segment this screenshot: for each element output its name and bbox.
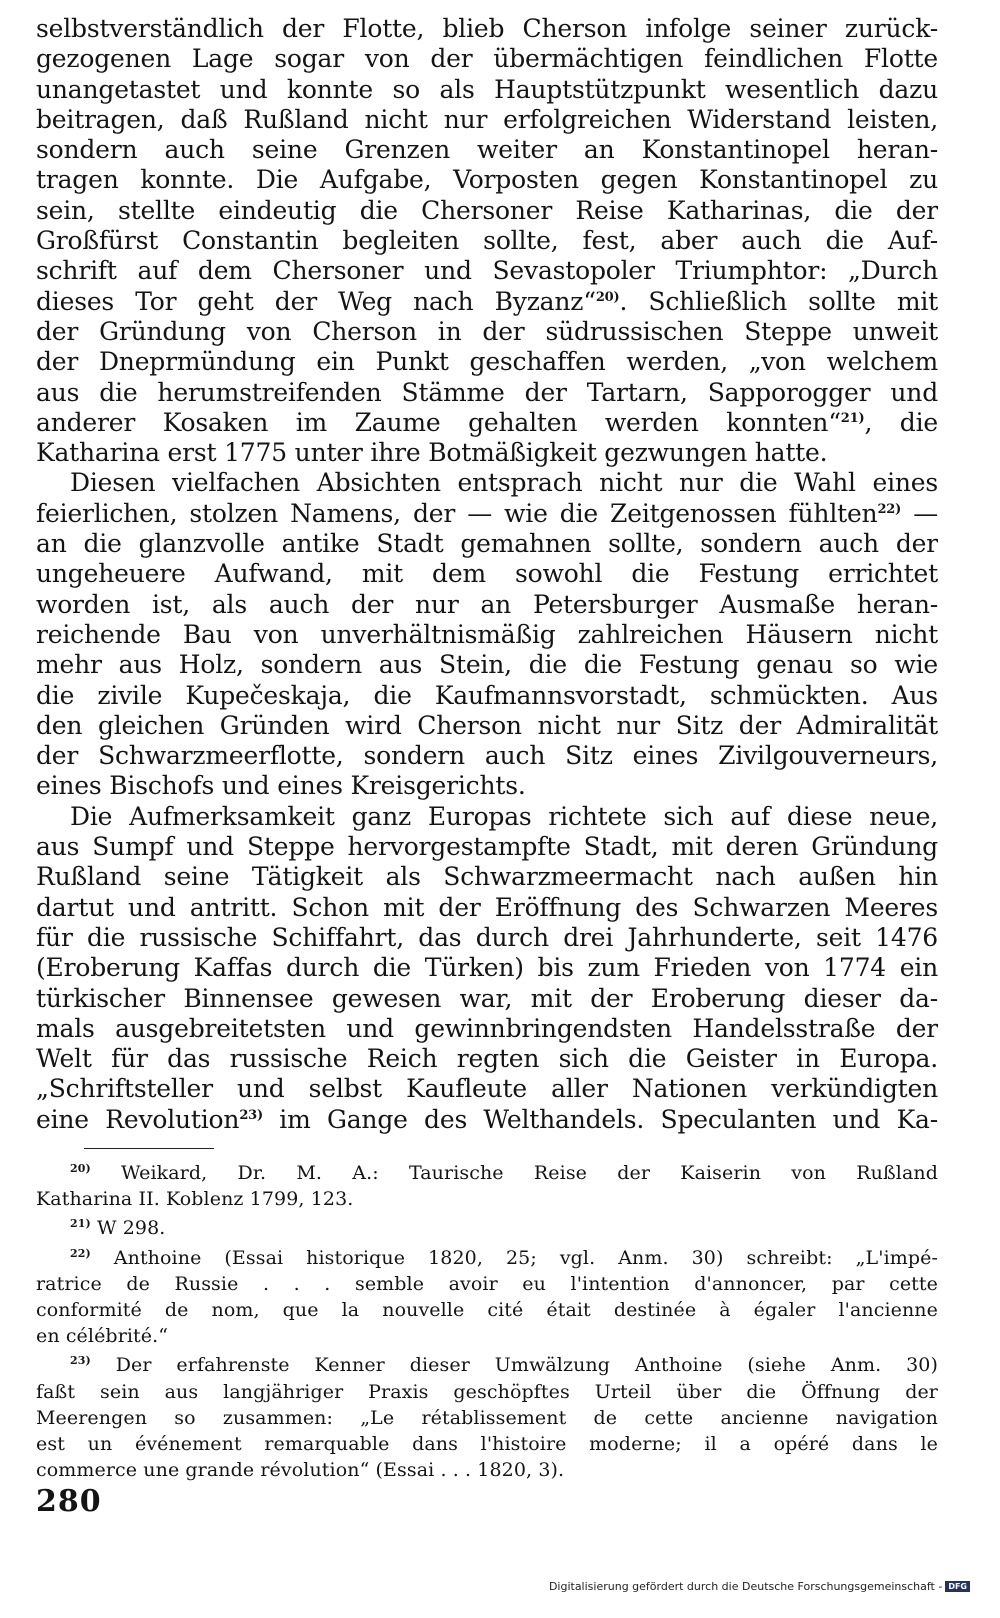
- text-line: [36, 14, 938, 44]
- page-number: 280: [36, 1484, 102, 1519]
- line-text: „Schriftsteller und selbst Kaufleute aller Nationen verkündigten: [36, 1074, 938, 1104]
- text-line: [36, 590, 938, 620]
- footnote-marker: 23): [70, 1354, 91, 1368]
- line-text: ratrice de Russie . . . semble avoir eu l'intention d'annoncer, par cette: [36, 1272, 938, 1295]
- footer-text: Digitalisierung gefördert durch die Deutsche Forschungsgemeinschaft -: [548, 1580, 943, 1593]
- text-line: [36, 711, 938, 741]
- text-line: [36, 832, 938, 862]
- footnote-line: [36, 1405, 938, 1431]
- line-text: türkischer Binnensee gewesen war, mit der Eroberung dieser da-: [36, 983, 938, 1013]
- text-line: [36, 893, 938, 923]
- footnotes: [36, 1160, 938, 1483]
- text-line: [36, 681, 938, 711]
- footnote-marker: 22): [70, 1246, 91, 1260]
- line-text: commerce une grande révolution“ (Essai . . . 1820, 3).: [36, 1459, 565, 1482]
- text-line: [36, 620, 938, 650]
- text-line: [36, 105, 938, 135]
- text-line: [36, 408, 938, 438]
- line-text: sondern auch seine Grenzen weiter an Konstantinopel heran-: [36, 135, 938, 165]
- digitization-footer: [549, 1580, 970, 1593]
- footnote-line: [36, 1457, 938, 1483]
- footnote-line: [36, 1379, 938, 1405]
- line-text: unangetastet und konnte so als Hauptstützpunkt wesentlich dazu: [36, 74, 938, 104]
- footnote-separator: [84, 1148, 214, 1149]
- footnote-line: [36, 1215, 938, 1241]
- line-text: eine Revolution: [36, 1104, 240, 1134]
- text-line: [36, 1105, 938, 1135]
- line-text: dartut und antritt. Schon mit der Eröffnung des Schwarzen Meeres: [36, 892, 938, 922]
- line-text: faßt sein aus langjähriger Praxis geschöpftes Urteil über die Öffnung der: [36, 1380, 938, 1403]
- dfg-logo: DFG: [945, 1581, 970, 1592]
- footnote-line: [36, 1352, 938, 1378]
- text-line: [36, 165, 938, 195]
- line-text: (Eroberung Kaffas durch die Türken) bis zum Frieden von 1774 ein: [36, 953, 938, 983]
- line-text: Diesen vielfachen Absichten entsprach nicht nur die Wahl eines: [70, 468, 938, 498]
- text-line: [36, 196, 938, 226]
- line-text: der Schwarzmeerflotte, sondern auch Sitz eines Zivilgouverneurs,: [36, 741, 938, 771]
- line-text: . Schließlich sollte mit: [619, 286, 938, 316]
- line-text: W 298.: [90, 1217, 166, 1240]
- line-text: worden ist, als auch der nur an Petersburger Ausmaße heran-: [36, 589, 938, 619]
- line-text: der Gründung von Cherson in der südrussischen Steppe unweit: [36, 316, 938, 346]
- line-text: Die Aufmerksamkeit ganz Europas richtete sich auf diese neue,: [70, 801, 938, 831]
- line-text: reichende Bau von unverhältnismäßig zahlreichen Häusern nicht: [36, 619, 938, 649]
- line-text: die zivile Kupečeskaja, die Kaufmannsvorstadt, schmückten. Aus: [36, 680, 938, 710]
- line-text: ungeheuere Aufwand, mit dem sowohl die Festung errichtet: [36, 559, 938, 589]
- footnote-line: [36, 1186, 938, 1212]
- line-text: est un événement remarquable dans l'histoire moderne; il a opéré dans le: [36, 1432, 938, 1455]
- footnote-line: [36, 1431, 938, 1457]
- text-line: [36, 559, 938, 589]
- text-line: [36, 438, 938, 468]
- text-line: [36, 317, 938, 347]
- line-text: Katharina erst 1775 unter ihre Botmäßigkeit gezwungen hatte.: [36, 438, 828, 468]
- line-text: Anthoine (Essai historique 1820, 25; vgl. Anm. 30) schreibt: „L'impé-: [90, 1246, 938, 1269]
- line-text: , die: [864, 407, 938, 437]
- line-text: en célébrité.“: [36, 1325, 169, 1348]
- text-line: [36, 378, 938, 408]
- line-text: tragen konnte. Die Aufgabe, Vorposten gegen Konstantinopel zu: [36, 165, 938, 195]
- footnote-marker: 23): [239, 1107, 263, 1123]
- footnote-line: [36, 1297, 938, 1323]
- line-text: eines Bischofs und eines Kreisgerichts.: [36, 771, 526, 801]
- text-line: [36, 862, 938, 892]
- text-line: [36, 923, 938, 953]
- footnote-marker: 20): [595, 289, 620, 305]
- text-line: [36, 1074, 938, 1104]
- line-text: Großfürst Constantin begleiten sollte, fest, aber auch die Auf-: [36, 226, 938, 256]
- text-line: [36, 953, 938, 983]
- text-line: [36, 347, 938, 377]
- text-line: [36, 802, 938, 832]
- line-text: aus die herumstreifenden Stämme der Tartarn, Sapporogger und: [36, 377, 938, 407]
- line-text: Weikard, Dr. M. A.: Taurische Reise der Kaiserin von Rußland: [90, 1162, 938, 1184]
- line-text: sein, stellte eindeutig die Chersoner Reise Katharinas, die der: [36, 195, 938, 225]
- text-line: [36, 1014, 938, 1044]
- text-line: [36, 75, 938, 105]
- line-text: Katharina II. Koblenz 1799, 123.: [36, 1188, 354, 1211]
- footnote-marker: 21): [840, 410, 865, 426]
- text-line: [36, 771, 938, 801]
- footnote-marker: 21): [70, 1217, 91, 1231]
- footnote-line: [36, 1245, 938, 1271]
- footnote-line: [36, 1323, 938, 1349]
- line-text: den gleichen Gründen wird Cherson nicht nur Sitz der Admiralität: [36, 710, 938, 740]
- main-text: [36, 14, 938, 1135]
- line-text: anderer Kosaken im Zaume gehalten werden konnten“: [36, 407, 841, 437]
- text-line: [36, 256, 938, 286]
- line-text: an die glanzvolle antike Stadt gemahnen sollte, sondern auch der: [36, 529, 938, 559]
- text-line: [36, 650, 938, 680]
- footnote-marker: 22): [877, 501, 902, 517]
- text-line: [36, 741, 938, 771]
- line-text: mals ausgebreitetsten und gewinnbringendsten Handelsstraße der: [36, 1013, 938, 1043]
- line-text: conformité de nom, que la nouvelle cité était destinée à égaler l'ancienne: [36, 1298, 938, 1321]
- line-text: schrift auf dem Chersoner und Sevastopoler Triumphtor: „Durch: [36, 256, 938, 286]
- line-text: im Gange des Welthandels. Speculanten und Ka-: [262, 1104, 938, 1134]
- line-text: der Dneprmündung ein Punkt geschaffen werden, „von welchem: [36, 347, 938, 377]
- text-line: [36, 287, 938, 317]
- text-line: [36, 984, 938, 1014]
- line-text: Rußland seine Tätigkeit als Schwarzmeermacht nach außen hin: [36, 862, 938, 892]
- line-text: dieses Tor geht der Weg nach Byzanz“: [36, 286, 596, 316]
- footnote-line: [36, 1160, 938, 1186]
- line-text: für die russische Schiffahrt, das durch drei Jahrhunderte, seit 1476: [36, 922, 938, 952]
- footnote-marker: 20): [70, 1162, 91, 1175]
- line-text: selbstverständlich der Flotte, blieb Cherson infolge seiner zurück-: [36, 14, 938, 43]
- line-text: beitragen, daß Rußland nicht nur erfolgreichen Widerstand leisten,: [36, 104, 938, 134]
- line-text: Welt für das russische Reich regten sich die Geister in Europa.: [36, 1044, 938, 1074]
- text-line: [36, 226, 938, 256]
- footnote-line: [36, 1271, 938, 1297]
- text-line: [36, 499, 938, 529]
- line-text: Der erfahrenste Kenner dieser Umwälzung Anthoine (siehe Anm. 30): [90, 1354, 938, 1377]
- line-text: aus Sumpf und Steppe hervorgestampfte Stadt, mit deren Gründung: [36, 832, 938, 862]
- line-text: mehr aus Holz, sondern aus Stein, die die Festung genau so wie: [36, 650, 938, 680]
- text-line: [36, 44, 938, 74]
- line-text: feierlichen, stolzen Namens, der — wie die Zeitgenossen fühlten: [36, 498, 878, 528]
- line-text: Meerengen so zusammen: „Le rétablissement de cette ancienne navigation: [36, 1406, 938, 1429]
- line-text: —: [901, 498, 938, 528]
- text-line: [36, 468, 938, 498]
- text-line: [36, 1044, 938, 1074]
- text-line: [36, 135, 938, 165]
- line-text: gezogenen Lage sogar von der übermächtigen feindlichen Flotte: [36, 44, 938, 74]
- text-line: [36, 529, 938, 559]
